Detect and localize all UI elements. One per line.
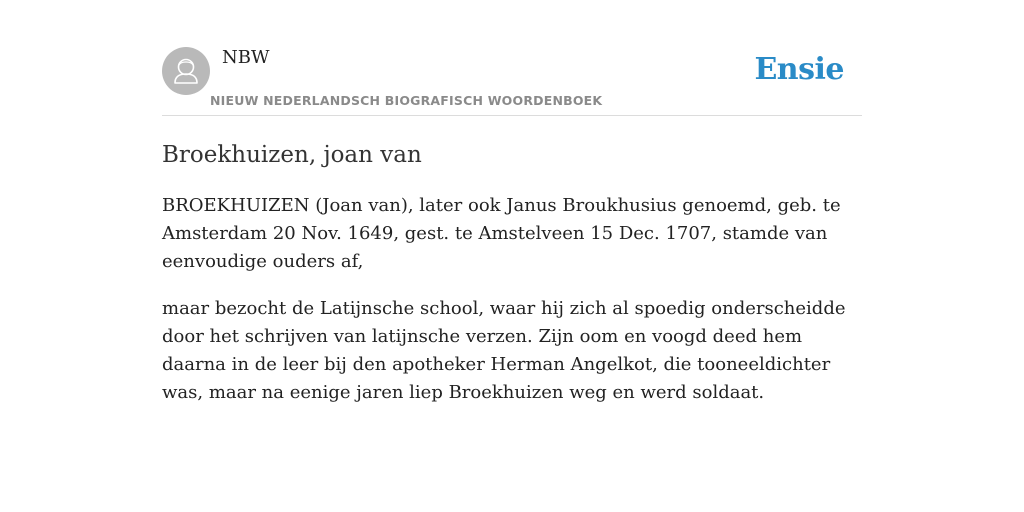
article-paragraph-2: maar bezocht de Latijnsche school, waar hij zich al spoedig onderscheidde door het schrijven van latijnsche verzen. Zijn oom en voogd deed hem daarna in de leer bij den apotheker Herman Angelkot, die tooneeldichter was, maar na eenige jaren liep Broekhuizen weg en werd soldaat. [162,298,846,403]
user-avatar-icon [162,47,210,95]
ensie-logo[interactable]: Ensie [754,52,844,87]
source-name[interactable]: NBW [222,47,270,68]
article-header [162,0,862,116]
article-card [162,0,862,512]
article-title: Broekhuizen, joan van [162,142,422,168]
article-paragraph-1: BROEKHUIZEN (Joan van), later ook Janus Broukhusius genoemd, geb. te Amsterdam 20 Nov. 1649, gest. te Amstelveen 15 Dec. 1707, stamde van eenvoudige ouders af, [162,195,841,272]
source-subtitle: NIEUW NEDERLANDSCH BIOGRAFISCH WOORDENBOEK [210,93,603,108]
